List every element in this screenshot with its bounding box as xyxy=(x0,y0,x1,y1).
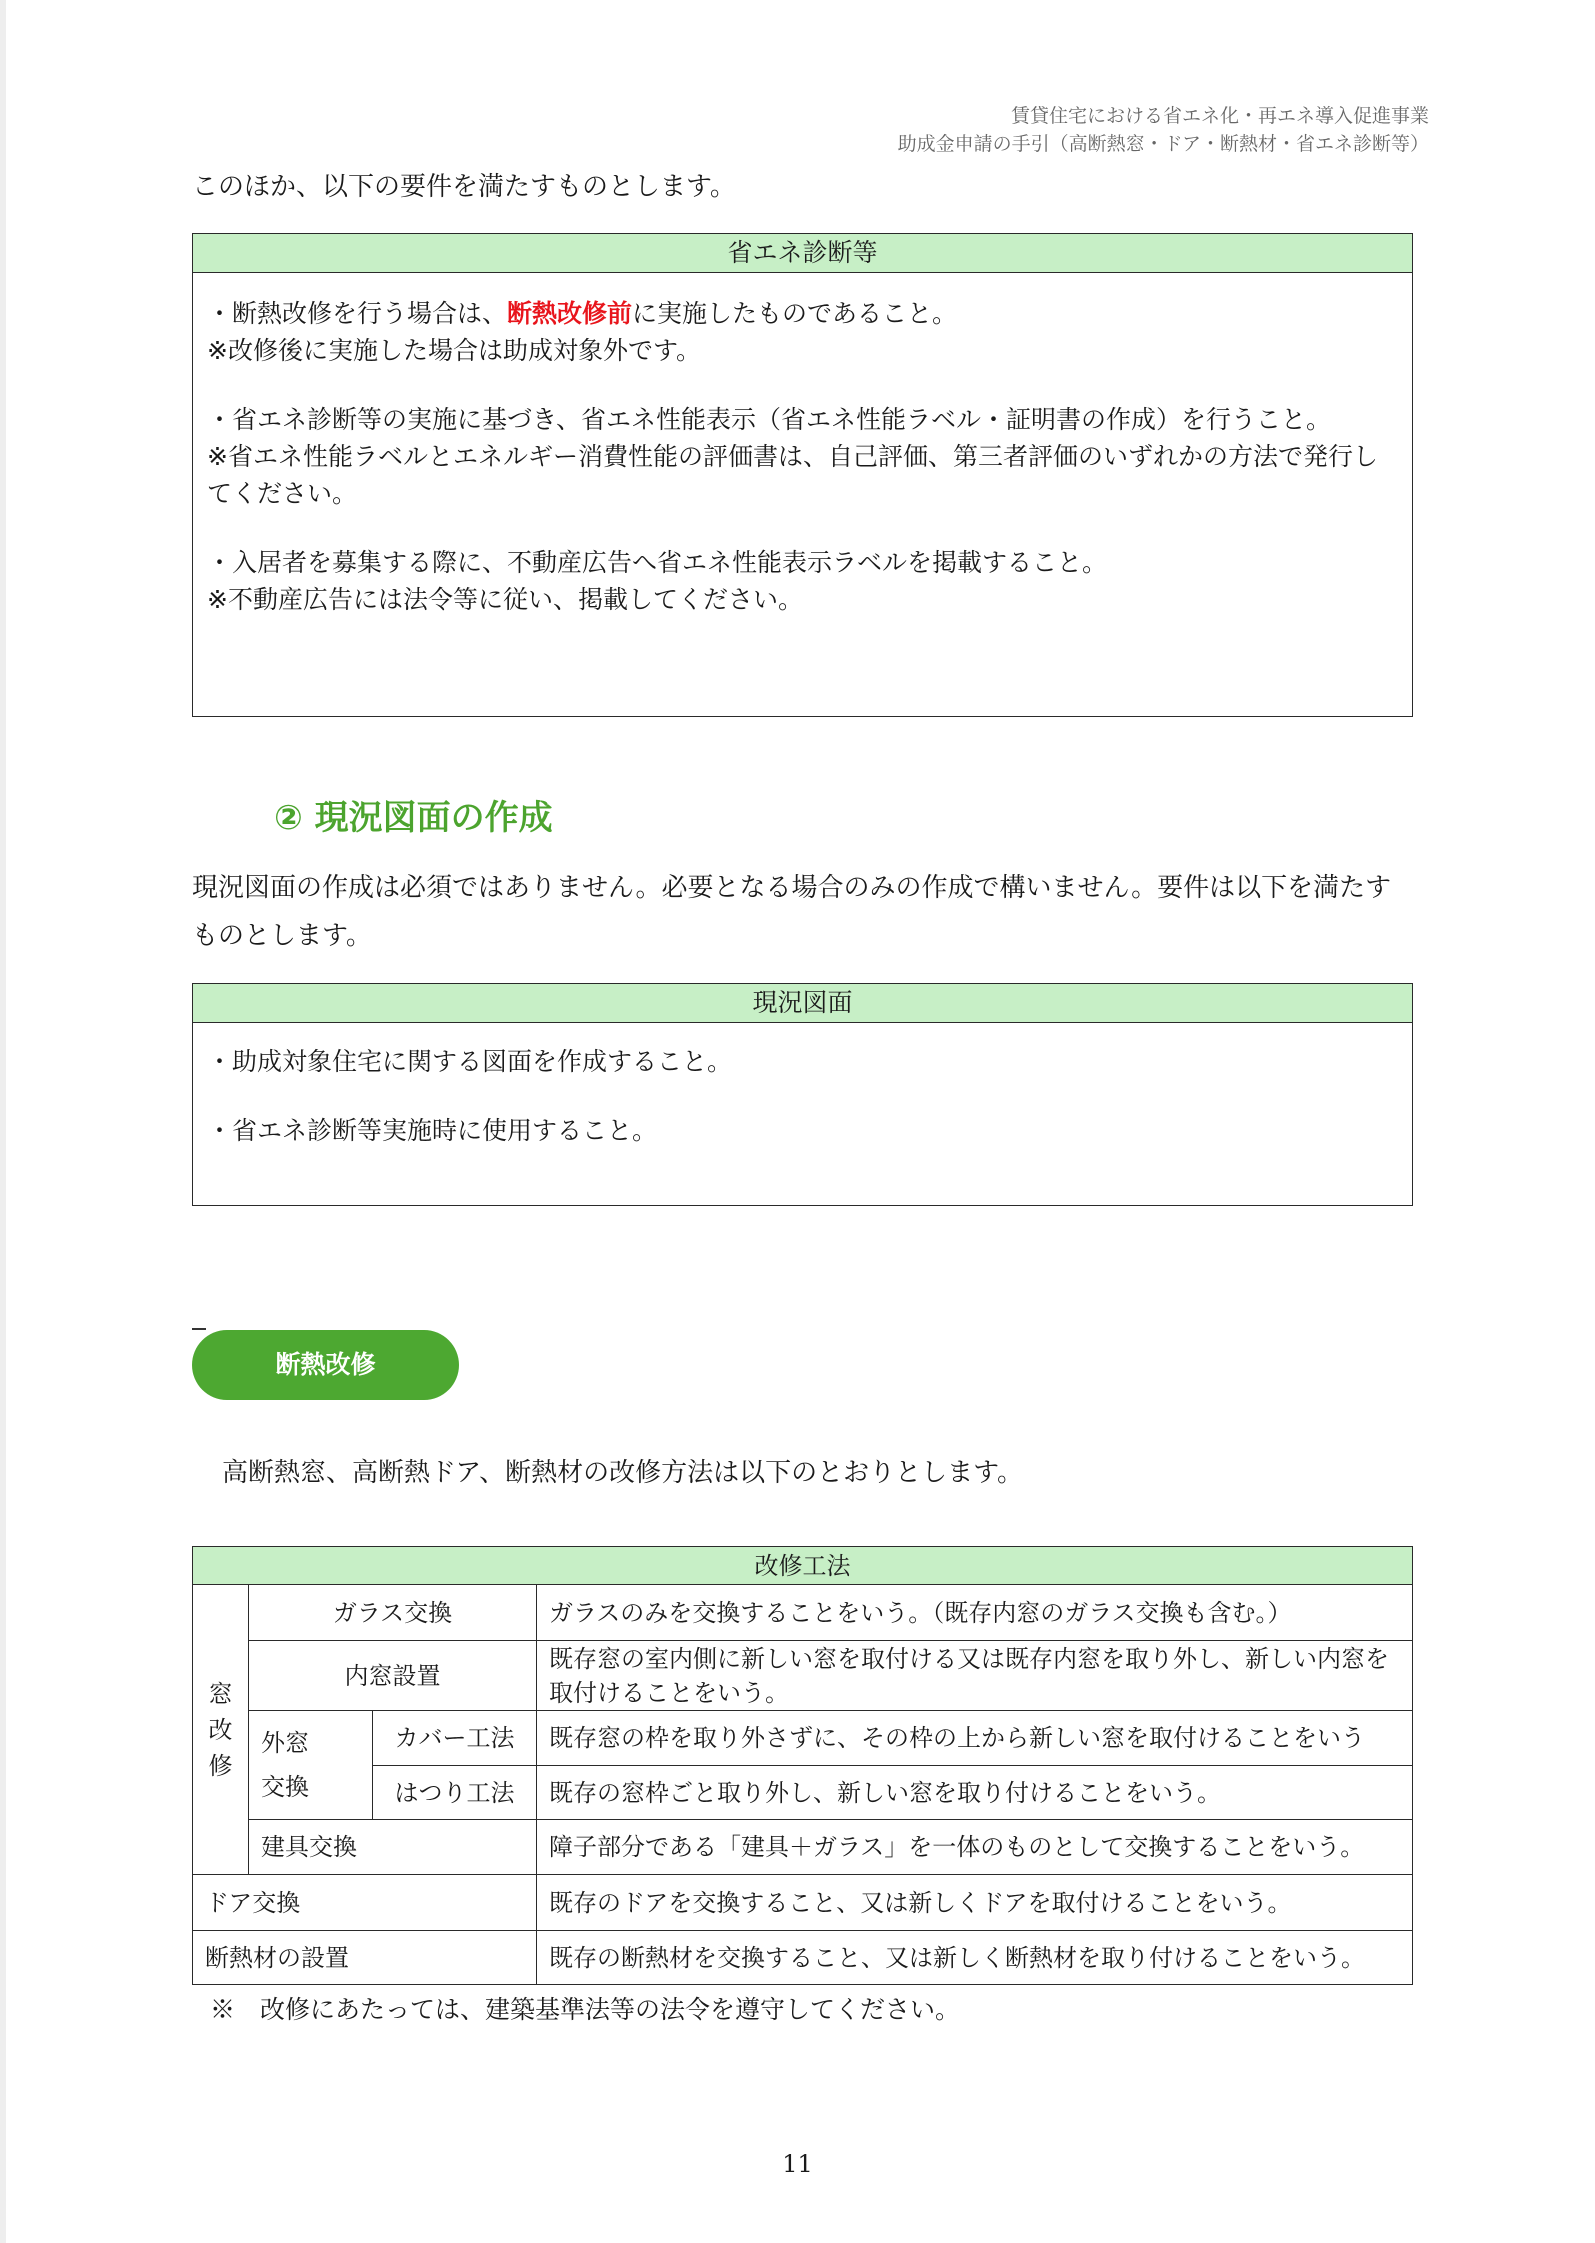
method-desc: 既存の断熱材を交換すること、又は新しく断熱材を取り付けることをいう。 xyxy=(537,1931,1413,1985)
window-group-label xyxy=(193,1585,249,1875)
table-row xyxy=(193,1641,1413,1711)
window-group-char: 改 xyxy=(208,1715,233,1744)
method-desc: 既存窓の室内側に新しい窓を取付ける又は既存内窓を取り外し、新しい内窓を取付けることをいう。 xyxy=(537,1641,1413,1711)
energy-diagnosis-box-body xyxy=(193,273,1412,636)
section-title: ② 現況図面の作成 xyxy=(274,798,553,838)
page-header xyxy=(898,102,1429,158)
section-text: 現況図面の作成は必須ではありません。必要となる場合のみの作成で構いません。要件は以下を満たすものとします。 xyxy=(192,873,1392,951)
method-desc: 障子部分である「建具＋ガラス」を一体のものとして交換することをいう。 xyxy=(537,1820,1413,1875)
requirement-1-note: ※改修後に実施した場合は助成対象外です。 xyxy=(207,336,701,365)
method-label: 断熱材の設置 xyxy=(193,1931,537,1985)
divider-tick xyxy=(192,1328,206,1330)
requirement-1 xyxy=(207,295,1398,369)
table-header-row xyxy=(193,1547,1413,1585)
compliance-note: ※ 改修にあたっては、建築基準法等の法令を遵守してください。 xyxy=(210,1995,961,2024)
header-line-1: 賃貸住宅における省エネ化・再エネ導入促進事業 xyxy=(1010,105,1429,127)
table-row xyxy=(193,1585,1413,1641)
table-row xyxy=(193,1711,1413,1766)
method-desc: ガラスのみを交換することをいう。（既存内窓のガラス交換も含む。） xyxy=(537,1585,1413,1641)
requirement-3-note: ※不動産広告には法令等に従い、掲載してください。 xyxy=(207,585,803,614)
drawing-box-title: 現況図面 xyxy=(193,984,1412,1023)
drawing-box xyxy=(192,983,1413,1206)
method-desc: 既存窓の枠を取り外さずに、その枠の上から新しい窓を取付けることをいう xyxy=(537,1711,1413,1766)
method-intro: 高断熱窓、高断熱ドア、断熱材の改修方法は以下のとおりとします。 xyxy=(222,1458,1024,1488)
intro-text: このほか、以下の要件を満たすものとします。 xyxy=(192,172,736,202)
method-desc: 既存のドアを交換すること、又は新しくドアを取付けることをいう。 xyxy=(537,1875,1413,1931)
renovation-method-table xyxy=(192,1546,1413,1985)
method-label: ガラス交換 xyxy=(249,1585,537,1641)
drawing-requirement-1: ・助成対象住宅に関する図面を作成すること。 xyxy=(207,1047,733,1076)
drawing-requirement-2: ・省エネ診断等実施時に使用すること。 xyxy=(207,1116,658,1145)
requirement-3 xyxy=(207,544,1398,618)
requirement-1-highlight: 断熱改修前 xyxy=(507,299,633,328)
drawing-box-body xyxy=(193,1023,1412,1167)
header-line-2: 助成金申請の手引（高断熱窓・ドア・断熱材・省エネ診断等） xyxy=(897,133,1429,155)
table-row xyxy=(193,1820,1413,1875)
method-label: はつり工法 xyxy=(373,1766,537,1820)
method-label: ドア交換 xyxy=(193,1875,537,1931)
table-row xyxy=(193,1931,1413,1985)
method-label: 内窓設置 xyxy=(249,1641,537,1711)
window-group-char: 修 xyxy=(208,1751,233,1780)
requirement-1-post: に実施したものであること。 xyxy=(632,299,958,328)
table-row xyxy=(193,1766,1413,1820)
energy-diagnosis-box-title: 省エネ診断等 xyxy=(193,234,1412,273)
table-row xyxy=(193,1875,1413,1931)
requirement-3-text: ・入居者を募集する際に、不動産広告へ省エネ性能表示ラベルを掲載すること。 xyxy=(207,548,1108,577)
method-label: カバー工法 xyxy=(373,1711,537,1766)
requirement-1-pre: ・断熱改修を行う場合は、 xyxy=(207,299,508,328)
table-title: 改修工法 xyxy=(193,1547,1413,1585)
requirement-2-note: ※省エネ性能ラベルとエネルギー消費性能の評価書は、自己評価、第三者評価のいずれかの方法で発行してください。 xyxy=(207,442,1378,508)
page-edge xyxy=(0,0,6,2243)
method-desc: 既存の窓枠ごと取り外し、新しい窓を取り付けることをいう。 xyxy=(537,1766,1413,1820)
window-group-char: 窓 xyxy=(208,1679,233,1708)
method-label: 建具交換 xyxy=(249,1820,537,1875)
page-number: 11 xyxy=(782,2150,813,2178)
insulation-renovation-label: 断熱改修 xyxy=(192,1330,459,1400)
requirement-2 xyxy=(207,401,1398,512)
outer-window-group-line: 交換 xyxy=(261,1773,309,1801)
energy-diagnosis-box xyxy=(192,233,1413,717)
outer-window-group xyxy=(249,1711,373,1820)
requirement-2-text: ・省エネ診断等の実施に基づき、省エネ性能表示（省エネ性能ラベル・証明書の作成）を行うこと。 xyxy=(207,405,1332,434)
outer-window-group-line: 外窓 xyxy=(261,1729,309,1757)
